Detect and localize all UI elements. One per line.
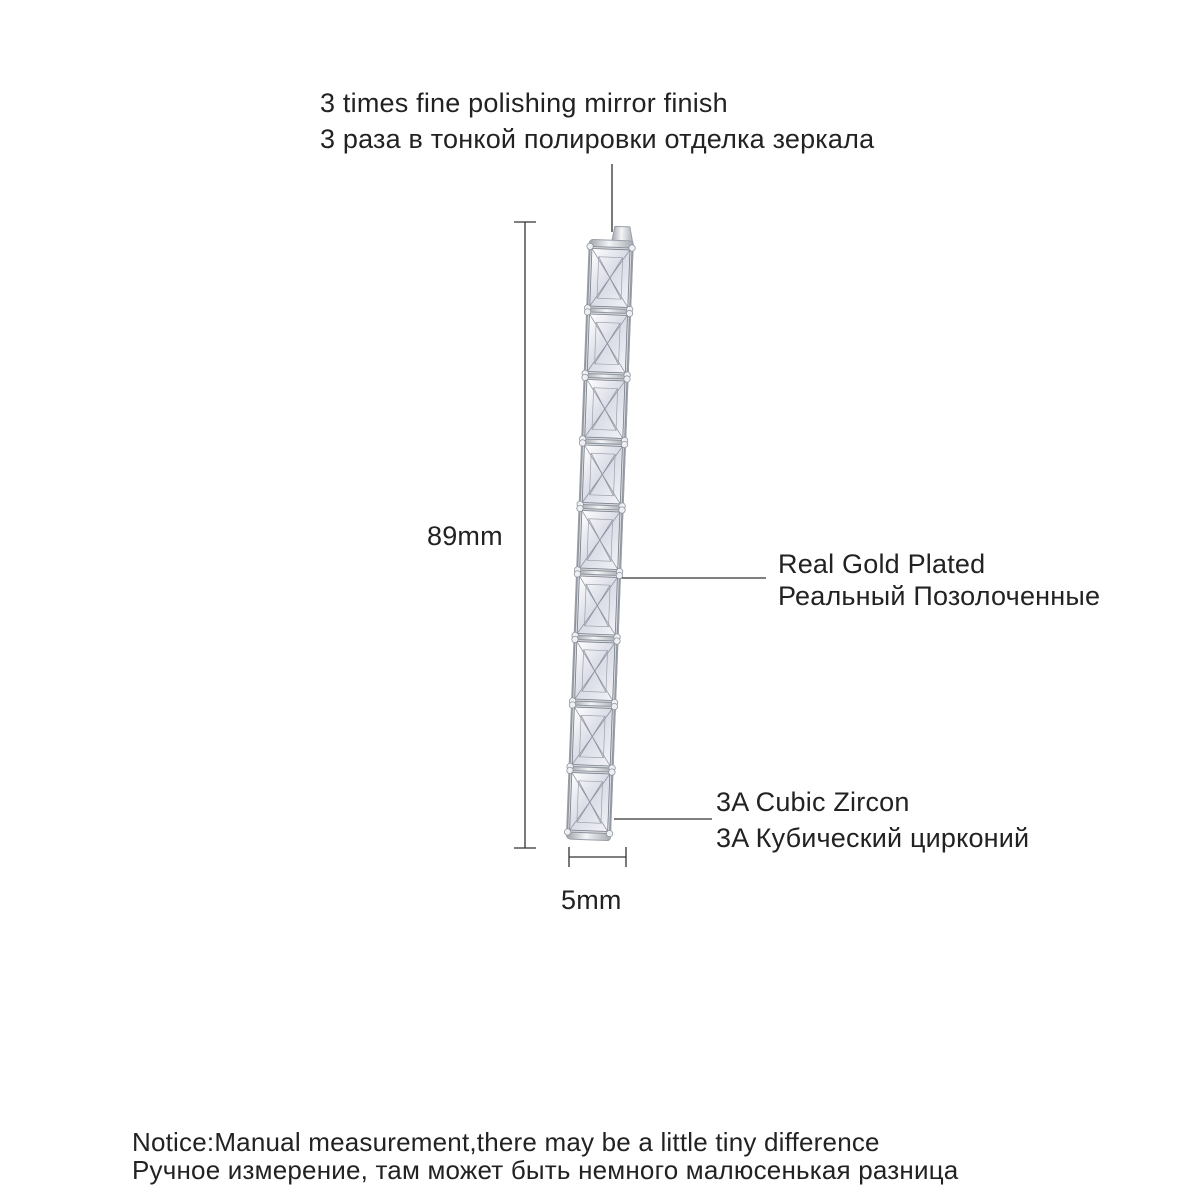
plating-label-en: Real Gold Plated (778, 549, 986, 579)
polish-label-ru: 3 раза в тонкой полировки отделка зеркала (320, 124, 875, 154)
zircon-stone (577, 440, 628, 510)
zircon-stones (564, 243, 635, 837)
polish-label-en: 3 times fine polishing mirror finish (320, 88, 728, 118)
length-dimension-label: 89mm (427, 521, 503, 551)
notice-en: Notice:Manual measurement,there may be a little tiny difference (132, 1127, 880, 1157)
plating-label-ru: Реальный Позолоченные (778, 581, 1101, 611)
zircon-stone (569, 636, 620, 706)
zircon-stone (567, 702, 618, 772)
zircon-stone (564, 767, 615, 837)
notice-ru: Ручное измерение, там может быть немного малюсенькая разница (132, 1155, 959, 1185)
stone-label-en: 3A Cubic Zircon (716, 787, 910, 817)
zircon-stone (584, 243, 635, 313)
hair-pin (564, 225, 636, 840)
width-dimension-label: 5mm (561, 885, 622, 915)
width-dimension-line (569, 847, 626, 867)
zircon-stone (574, 505, 625, 575)
length-dimension-line (514, 222, 536, 848)
zircon-stone (582, 309, 633, 379)
stone-label-ru: 3A Кубический цирконий (716, 823, 1030, 853)
zircon-stone (579, 374, 630, 444)
zircon-stone (572, 571, 623, 641)
